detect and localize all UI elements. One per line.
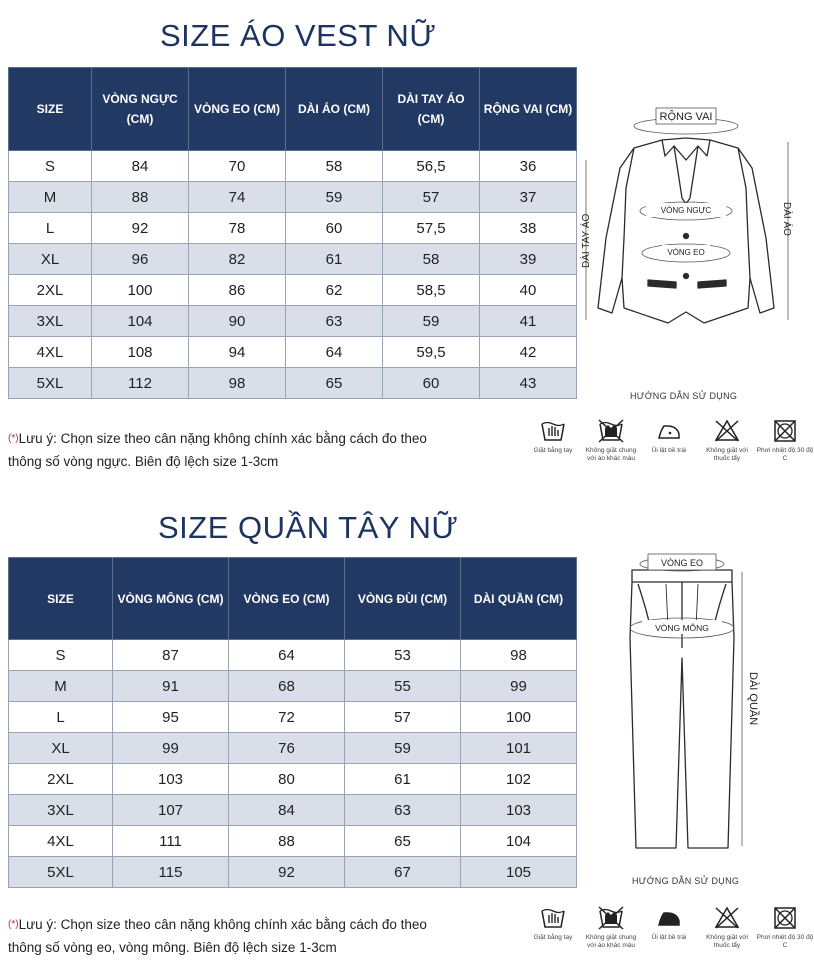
- pants-header-size: SIZE: [9, 558, 113, 640]
- care-item: [698, 418, 756, 463]
- vest-note-line2: thông số vòng ngực. Biên độ lệch size 1-3cm: [8, 454, 279, 469]
- cell: 102: [461, 764, 577, 795]
- cell: 4XL: [9, 337, 92, 368]
- dry-30-icon: [771, 418, 799, 444]
- cell: 63: [345, 795, 461, 826]
- cell: 53: [345, 640, 461, 671]
- label-chest: VÒNG NGỰC: [660, 206, 712, 215]
- care-item: [582, 905, 640, 950]
- cell: 42: [480, 337, 577, 368]
- label-pants-hip: VÒNG MÔNG: [655, 623, 709, 633]
- cell: 41: [480, 306, 577, 337]
- table-row: [9, 857, 577, 888]
- care-label: Phơi nhiệt độ 30 độ C: [756, 447, 814, 462]
- table-row: [9, 151, 577, 182]
- vest-header-size: SIZE: [9, 68, 92, 151]
- cell: 99: [461, 671, 577, 702]
- cell: 101: [461, 733, 577, 764]
- cell: 72: [229, 702, 345, 733]
- cell: 61: [345, 764, 461, 795]
- label-shoulder: RỘNG VAI: [659, 111, 713, 123]
- table-row: [9, 795, 577, 826]
- cell: 39: [480, 244, 577, 275]
- vest-header-row: [9, 68, 577, 151]
- note-asterisk: (*): [8, 919, 19, 930]
- cell: 86: [189, 275, 286, 306]
- cell: 2XL: [9, 764, 113, 795]
- pants-size-table: [8, 557, 577, 888]
- care-label: Phơi nhiệt độ 30 độ C: [756, 934, 814, 949]
- cell: 60: [383, 368, 480, 399]
- label-pants-waist: VÒNG EO: [660, 558, 704, 568]
- vest-header-shoulder: RỘNG VAI (CM): [480, 68, 577, 151]
- table-row: [9, 337, 577, 368]
- cell: 98: [461, 640, 577, 671]
- pants-table-body: [9, 640, 577, 888]
- pants-header-hip: VÒNG MÔNG (CM): [113, 558, 229, 640]
- vest-note: [8, 427, 427, 473]
- care-item: [756, 418, 814, 463]
- cell: 5XL: [9, 368, 92, 399]
- cell: 36: [480, 151, 577, 182]
- pants-guide-label: HƯỚNG DẪN SỬ DỤNG: [632, 876, 740, 886]
- iron-inside-out-icon: [655, 905, 683, 931]
- cell: 59: [383, 306, 480, 337]
- care-item: [698, 905, 756, 950]
- hand-wash-icon: [539, 905, 567, 931]
- cell: L: [9, 213, 92, 244]
- cell: 43: [480, 368, 577, 399]
- care-item: [524, 418, 582, 463]
- cell: 104: [461, 826, 577, 857]
- table-row: [9, 702, 577, 733]
- no-bleach-icon: [713, 418, 741, 444]
- pants-care-icons: [524, 905, 814, 950]
- care-label: Không giặt với thuốc tẩy: [706, 934, 748, 949]
- cell: 88: [92, 182, 189, 213]
- vest-header-waist: VÒNG EO (CM): [189, 68, 286, 151]
- cell: 63: [286, 306, 383, 337]
- cell: 65: [286, 368, 383, 399]
- label-waist: VÒNG EO: [667, 248, 705, 257]
- vest-header-sleeve: DÀI TAY ÁO (CM): [383, 68, 480, 151]
- iron-inside-out-icon: [655, 418, 683, 444]
- cell: 82: [189, 244, 286, 275]
- pants-header-row: [9, 558, 577, 640]
- cell: 57,5: [383, 213, 480, 244]
- cell: 4XL: [9, 826, 113, 857]
- cell: 84: [229, 795, 345, 826]
- table-row: [9, 733, 577, 764]
- cell: 107: [113, 795, 229, 826]
- vest-table-body: [9, 151, 577, 399]
- care-label: Ủi lật bề trái: [651, 934, 687, 941]
- table-row: [9, 182, 577, 213]
- cell: 112: [92, 368, 189, 399]
- dry-30-icon: [771, 905, 799, 931]
- vest-size-table: [8, 67, 577, 399]
- cell: 38: [480, 213, 577, 244]
- cell: 62: [286, 275, 383, 306]
- cell: 98: [189, 368, 286, 399]
- label-pants-length: DÀI QUẦN: [747, 672, 759, 726]
- cell: 103: [461, 795, 577, 826]
- cell: 57: [383, 182, 480, 213]
- cell: 96: [92, 244, 189, 275]
- cell: 65: [345, 826, 461, 857]
- cell: 100: [461, 702, 577, 733]
- care-label: Không giặt với thuốc tẩy: [706, 447, 748, 462]
- cell: 99: [113, 733, 229, 764]
- cell: 80: [229, 764, 345, 795]
- no-wash-with-colors-icon: [597, 905, 625, 931]
- care-label: Không giặt chung với áo khác màu: [585, 934, 637, 949]
- cell: 104: [92, 306, 189, 337]
- pants-header-length: DÀI QUẦN (CM): [461, 558, 577, 640]
- cell: 95: [113, 702, 229, 733]
- cell: 108: [92, 337, 189, 368]
- vest-note-line1: Lưu ý: Chọn size theo cân nặng không chính xác bằng cách đo theo: [18, 431, 427, 446]
- care-label: Giặt bằng tay: [533, 447, 573, 454]
- cell: 105: [461, 857, 577, 888]
- cell: 87: [113, 640, 229, 671]
- cell: 78: [189, 213, 286, 244]
- cell: 88: [229, 826, 345, 857]
- cell: 103: [113, 764, 229, 795]
- vest-header-length: DÀI ÁO (CM): [286, 68, 383, 151]
- care-label: Không giặt chung với áo khác màu: [585, 447, 637, 462]
- cell: 90: [189, 306, 286, 337]
- cell: 59,5: [383, 337, 480, 368]
- trousers-diagram: [610, 548, 760, 868]
- cell: 74: [189, 182, 286, 213]
- table-row: [9, 213, 577, 244]
- note-asterisk: (*): [8, 433, 19, 444]
- cell: 64: [229, 640, 345, 671]
- hand-wash-icon: [539, 418, 567, 444]
- vest-care-icons: [524, 418, 814, 463]
- vest-guide-label: HƯỚNG DẪN SỬ DỤNG: [630, 391, 738, 401]
- cell: 84: [92, 151, 189, 182]
- care-item: [756, 905, 814, 950]
- cell: 94: [189, 337, 286, 368]
- table-row: [9, 275, 577, 306]
- pants-note-line1: Lưu ý: Chọn size theo cân nặng không chính xác bằng cách đo theo: [18, 917, 427, 932]
- cell: 56,5: [383, 151, 480, 182]
- cell: 59: [286, 182, 383, 213]
- cell: 58: [383, 244, 480, 275]
- cell: 3XL: [9, 306, 92, 337]
- cell: 57: [345, 702, 461, 733]
- cell: 61: [286, 244, 383, 275]
- care-label: Giặt bằng tay: [533, 934, 573, 941]
- cell: 2XL: [9, 275, 92, 306]
- cell: 111: [113, 826, 229, 857]
- care-label: Ủi lật bề trái: [651, 447, 687, 454]
- pants-header-thigh: VÒNG ĐÙI (CM): [345, 558, 461, 640]
- cell: L: [9, 702, 113, 733]
- table-row: [9, 640, 577, 671]
- cell: 55: [345, 671, 461, 702]
- cell: 37: [480, 182, 577, 213]
- cell: 58,5: [383, 275, 480, 306]
- care-item: [524, 905, 582, 950]
- pants-header-waist: VÒNG EO (CM): [229, 558, 345, 640]
- cell: 76: [229, 733, 345, 764]
- vest-title: SIZE ÁO VEST NỮ: [160, 18, 437, 53]
- cell: 5XL: [9, 857, 113, 888]
- table-row: [9, 306, 577, 337]
- cell: 70: [189, 151, 286, 182]
- pants-note-line2: thông số vòng eo, vòng mông. Biên độ lệch size 1-3cm: [8, 940, 337, 955]
- table-row: [9, 368, 577, 399]
- jacket-diagram: [576, 98, 800, 338]
- care-item: [640, 905, 698, 950]
- cell: 92: [229, 857, 345, 888]
- cell: 59: [345, 733, 461, 764]
- cell: 91: [113, 671, 229, 702]
- pants-title: SIZE QUẦN TÂY NỮ: [158, 510, 459, 545]
- cell: 3XL: [9, 795, 113, 826]
- pants-note: [8, 913, 427, 959]
- no-bleach-icon: [713, 905, 741, 931]
- cell: 68: [229, 671, 345, 702]
- cell: 40: [480, 275, 577, 306]
- table-row: [9, 826, 577, 857]
- cell: S: [9, 151, 92, 182]
- cell: 64: [286, 337, 383, 368]
- label-sleeve: DÀI TAY ÁO: [581, 213, 592, 268]
- cell: 92: [92, 213, 189, 244]
- cell: XL: [9, 733, 113, 764]
- cell: 60: [286, 213, 383, 244]
- table-row: [9, 671, 577, 702]
- cell: 67: [345, 857, 461, 888]
- no-wash-with-colors-icon: [597, 418, 625, 444]
- cell: M: [9, 182, 92, 213]
- cell: S: [9, 640, 113, 671]
- cell: 100: [92, 275, 189, 306]
- vest-header-chest: VÒNG NGỰC (CM): [92, 68, 189, 151]
- care-item: [582, 418, 640, 463]
- care-item: [640, 418, 698, 463]
- label-length: DÀI ÁO: [781, 202, 792, 236]
- cell: XL: [9, 244, 92, 275]
- cell: 58: [286, 151, 383, 182]
- table-row: [9, 244, 577, 275]
- table-row: [9, 764, 577, 795]
- cell: M: [9, 671, 113, 702]
- cell: 115: [113, 857, 229, 888]
